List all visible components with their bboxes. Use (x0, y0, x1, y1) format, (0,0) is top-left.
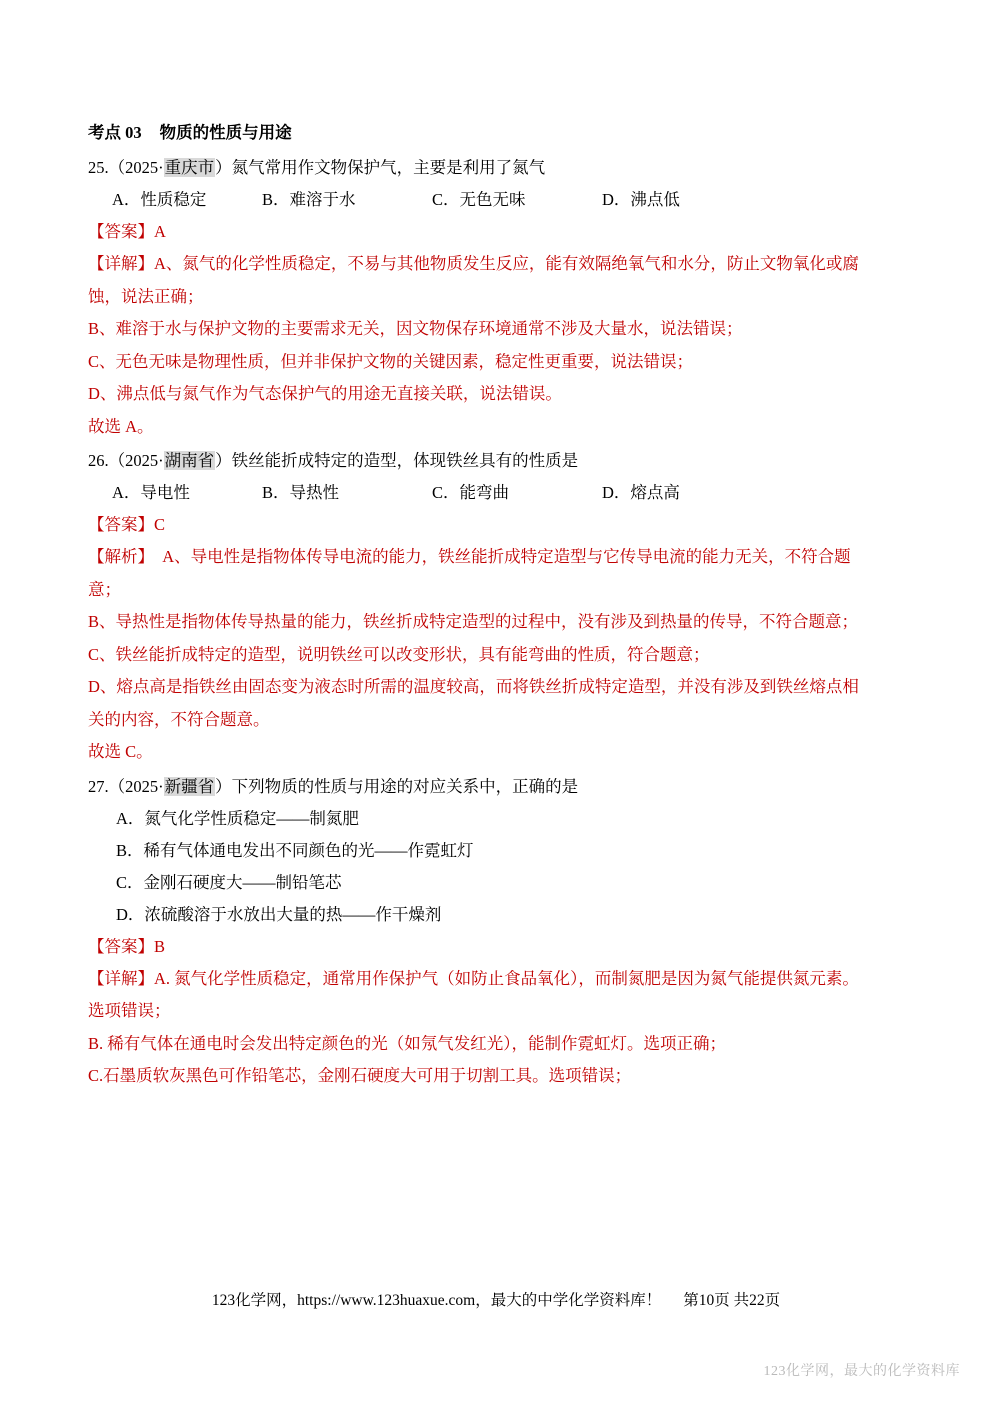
question-25-explain-line-5: D、沸点低与氮气作为气态保护气的用途无直接关联，说法错误。 (88, 384, 562, 403)
question-27-explain-line-1 (88, 963, 908, 996)
footer-site: 123化学网，https://www.123huaxue.com，最大的中学化学资料库！ (211, 1292, 662, 1309)
question-27-explain-label: 【详解】 (88, 968, 154, 988)
question-25-options (88, 184, 908, 216)
page-footer (0, 1288, 992, 1310)
watermark: 123化学网，最大的化学资料库 (763, 1364, 960, 1379)
question-27-option-c[interactable]: C．金刚石硬度大——制铅笔芯 (116, 872, 342, 892)
question-26-header (88, 445, 908, 477)
question-27-answer-label: 【答案】 (88, 936, 154, 956)
question-26-source-prefix: （2025· (108, 451, 164, 470)
question-27-explain-line-4: C.石墨质软灰黑色可作铅笔芯，金刚石硬度大可用于切割工具。选项错误； (88, 1066, 632, 1085)
question-26-number: 26. (88, 451, 109, 470)
question-25-source-prefix: （2025· (108, 158, 164, 177)
question-26-explain-line-7: 故选 C。 (88, 742, 153, 761)
question-26-explain-line-6: 关的内容，不符合题意。 (88, 709, 270, 729)
section-title: 物质的性质与用途 (159, 123, 292, 142)
question-26-explain-label: 【解析】 (88, 547, 146, 566)
question-27-option-d[interactable]: D．浓硫酸溶于水放出大量的热——作干燥剂 (116, 904, 442, 924)
question-27-source: 新疆省 (164, 776, 215, 796)
question-26-options (88, 477, 908, 509)
question-26-answer-value: C (154, 515, 166, 534)
question-26-explain-line-5: D、熔点高是指铁丝由固态变为液态时所需的温度较高，而将铁丝折成特定造型，并没有涉及到铁丝熔点相 (88, 677, 859, 696)
question-26-explain-text-1: A、导电性是指物体传导电流的能力，铁丝能折成特定造型与它传导电流的能力无关，不符合题 (145, 547, 851, 566)
question-27-stem: 下列物质的性质与用途的对应关系中，正确的是 (231, 776, 579, 796)
question-26-option-b[interactable]: B．导热性 (262, 483, 340, 502)
question-25-source: 重庆市 (164, 158, 215, 177)
question-27-explain-text-1: A. 氮气化学性质稳定，通常用作保护气（如防止食品氧化），而制氮肥是因为氮气能提供氮元素。 (154, 968, 859, 988)
question-25-answer-label: 【答案】 (88, 222, 154, 241)
question-25-explain-label: 【详解】 (88, 254, 154, 273)
question-26-explain-line-1 (88, 541, 908, 574)
question-26-stem: 铁丝能折成特定的造型，体现铁丝具有的性质是 (231, 451, 579, 470)
question-26-explain-line-4: C、铁丝能折成特定的造型，说明铁丝可以改变形状，具有能弯曲的性质，符合题意； (88, 644, 710, 664)
question-25-answer-value: A (154, 222, 166, 241)
question-27-source-prefix: （2025· (108, 776, 164, 796)
question-25-explain-line-2: 蚀，说法正确； (88, 286, 204, 306)
question-27-explain-line-3: B. 稀有气体在通电时会发出特定颜色的光（如氖气发红光），能制作霓虹灯。选项正确； (88, 1033, 727, 1053)
question-25-explain-line-6: 故选 A。 (88, 416, 154, 436)
question-27-option-a[interactable]: A．氮气化学性质稳定——制氮肥 (116, 808, 359, 828)
question-27-answer-value: B (154, 936, 166, 956)
question-25-explain-line-3: B、难溶于水与保护文物的主要需求无关，因文物保存环境通常不涉及大量水，说法错误； (88, 319, 743, 338)
question-27-explain-line-2: 选项错误； (88, 1001, 171, 1020)
question-25-header (88, 152, 908, 184)
question-26-option-a[interactable]: A．导电性 (112, 483, 190, 502)
question-25-option-b[interactable]: B．难溶于水 (262, 190, 356, 209)
question-26-explain-line-2: 意； (88, 579, 121, 599)
question-27-answer-line (88, 931, 908, 963)
question-25-explain-text-1: A、氮气的化学性质稳定，不易与其他物质发生反应，能有效隔绝氧气和水分，防止文物氧化或腐 (154, 254, 859, 273)
question-25-stem: 氮气常用作文物保护气，主要是利用了氮气 (231, 158, 546, 177)
question-26-source: 湖南省 (164, 451, 215, 470)
question-26-answer-line (88, 509, 908, 541)
section-heading (88, 118, 908, 148)
question-25-option-a[interactable]: A．性质稳定 (112, 190, 207, 209)
question-27-number: 27. (88, 776, 109, 796)
question-26-source-suffix: ） (215, 451, 232, 470)
question-26-option-c[interactable]: C．能弯曲 (432, 483, 510, 502)
question-25-number: 25. (88, 158, 109, 177)
question-27-source-suffix: ） (215, 776, 232, 796)
question-25-explain-line-1 (88, 248, 908, 281)
question-25-source-suffix: ） (215, 158, 232, 177)
question-26-option-d[interactable]: D．熔点高 (602, 483, 680, 502)
question-25-explain-line-4: C、无色无味是物理性质，但并非保护文物的关键因素，稳定性更重要，说法错误； (88, 351, 694, 371)
question-26-answer-label: 【答案】 (88, 515, 154, 534)
document-content (88, 118, 908, 1093)
question-25-option-c[interactable]: C．无色无味 (432, 190, 526, 209)
question-27-option-b[interactable]: B．稀有气体通电发出不同颜色的光——作霓虹灯 (116, 840, 474, 860)
question-25-option-d[interactable]: D．沸点低 (602, 190, 680, 209)
footer-page-number: 第10页 共22页 (683, 1292, 781, 1309)
section-label: 考点 03 (88, 123, 142, 142)
question-27-header (88, 771, 908, 803)
question-25-answer-line (88, 216, 908, 248)
question-26-explain-line-3: B、导热性是指物体传导热量的能力，铁丝折成特定造型的过程中，没有涉及到热量的传导，不符合题意； (88, 612, 859, 631)
